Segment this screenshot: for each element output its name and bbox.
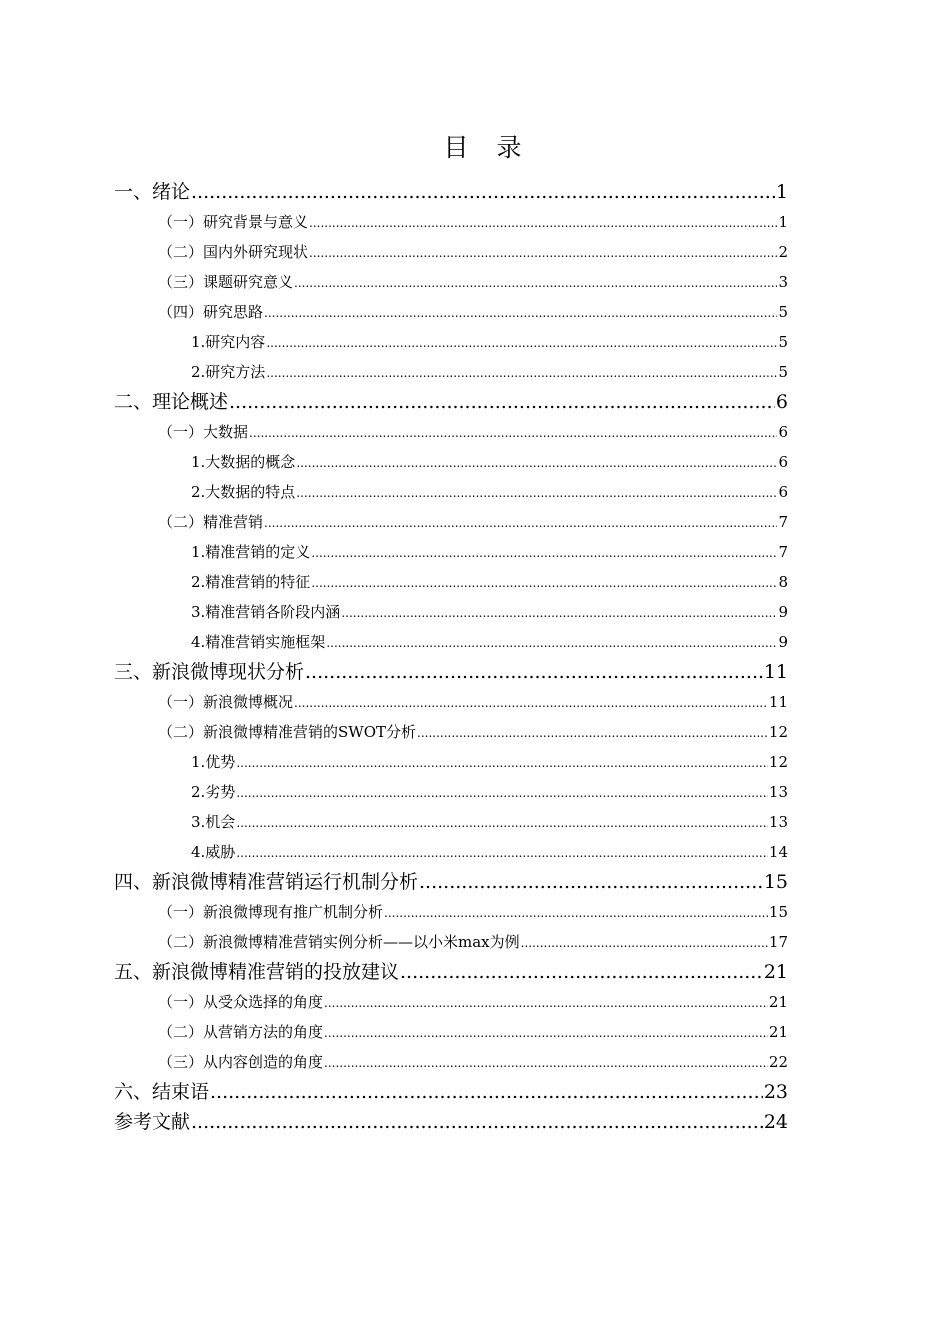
toc-dot-leader bbox=[236, 838, 768, 867]
toc-entry-label: 二、理论概述 bbox=[114, 391, 229, 413]
toc-entry-page-number: 6 bbox=[778, 453, 788, 471]
toc-entry-page-number: 9 bbox=[778, 603, 788, 621]
toc-entry-page-number: 6 bbox=[775, 391, 788, 413]
toc-entry[interactable] bbox=[114, 177, 788, 207]
toc-entry[interactable] bbox=[114, 927, 788, 957]
toc-entry-label: 五、新浪微博精准营销的投放建议 bbox=[114, 961, 400, 983]
toc-dot-leader bbox=[309, 208, 777, 237]
toc-entry-label: （二）从营销方法的角度 bbox=[158, 1023, 324, 1041]
toc-entry-page-number: 9 bbox=[778, 633, 788, 651]
toc-entry-label: 3.精准营销各阶段内涵 bbox=[191, 603, 341, 621]
toc-entry-label: 参考文献 bbox=[114, 1111, 191, 1133]
toc-entry[interactable] bbox=[114, 297, 788, 327]
toc-entry-label: （一）研究背景与意义 bbox=[158, 213, 309, 231]
toc-entry[interactable] bbox=[114, 1047, 788, 1077]
toc-entry-page-number: 7 bbox=[778, 543, 788, 561]
toc-dot-leader bbox=[384, 898, 768, 927]
toc-entry[interactable] bbox=[114, 777, 788, 807]
toc-entry[interactable] bbox=[114, 417, 788, 447]
toc-dot-leader bbox=[324, 988, 768, 1017]
toc-entry-label: 1.优势 bbox=[191, 753, 236, 771]
toc-entry[interactable] bbox=[114, 837, 788, 867]
toc-entry-label: 2.研究方法 bbox=[191, 363, 266, 381]
toc-entry[interactable] bbox=[114, 1077, 788, 1107]
toc-entry-label: （一）大数据 bbox=[158, 423, 249, 441]
toc-entry-label: 1.精准营销的定义 bbox=[191, 543, 311, 561]
toc-dot-leader bbox=[249, 418, 777, 447]
toc-entry[interactable] bbox=[114, 717, 788, 747]
toc-entry-page-number: 13 bbox=[768, 783, 788, 801]
toc-entry-label: 2.劣势 bbox=[191, 783, 236, 801]
toc-entry-page-number: 2 bbox=[778, 243, 788, 261]
toc-entry-label: 三、新浪微博现状分析 bbox=[114, 661, 305, 683]
toc-entry[interactable] bbox=[114, 957, 788, 987]
toc-dot-leader bbox=[326, 628, 777, 657]
toc-dot-leader bbox=[191, 177, 775, 207]
toc-entry-label: 1.大数据的概念 bbox=[191, 453, 296, 471]
toc-title: 目 录 bbox=[443, 133, 532, 162]
toc-dot-leader bbox=[266, 358, 777, 387]
toc-entry-page-number: 5 bbox=[778, 303, 788, 321]
toc-entry-page-number: 1 bbox=[775, 181, 788, 203]
toc-entry-label: （二）新浪微博精准营销实例分析——以小米max为例 bbox=[158, 933, 520, 951]
toc-entry-label: 3.机会 bbox=[191, 813, 236, 831]
toc-entry-page-number: 24 bbox=[763, 1111, 788, 1133]
toc-entry-page-number: 8 bbox=[778, 573, 788, 591]
toc-entry[interactable] bbox=[114, 1017, 788, 1047]
toc-entry[interactable] bbox=[114, 477, 788, 507]
toc-entry-label: 四、新浪微博精准营销运行机制分析 bbox=[114, 871, 419, 893]
toc-dot-leader bbox=[324, 1018, 768, 1047]
toc-entry-label: （四）研究思路 bbox=[158, 303, 264, 321]
toc-entry-page-number: 22 bbox=[768, 1053, 788, 1071]
toc-entry-label: 4.精准营销实施框架 bbox=[191, 633, 326, 651]
toc-dot-leader bbox=[266, 328, 777, 357]
toc-entry[interactable] bbox=[114, 627, 788, 657]
toc-entry[interactable] bbox=[114, 897, 788, 927]
toc-entry-page-number: 15 bbox=[763, 871, 788, 893]
toc-entry[interactable] bbox=[114, 1107, 788, 1137]
toc-entry-label: 六、结束语 bbox=[114, 1081, 210, 1103]
toc-entry[interactable] bbox=[114, 507, 788, 537]
toc-dot-leader bbox=[210, 1077, 763, 1107]
toc-dot-leader bbox=[236, 808, 768, 837]
toc-dot-leader bbox=[311, 538, 777, 567]
toc-dot-leader bbox=[264, 298, 777, 327]
toc-entry[interactable] bbox=[114, 207, 788, 237]
toc-entry-page-number: 17 bbox=[768, 933, 788, 951]
toc-entry[interactable] bbox=[114, 537, 788, 567]
toc-entry[interactable] bbox=[114, 807, 788, 837]
toc-entry-page-number: 11 bbox=[768, 693, 788, 711]
toc-entry[interactable] bbox=[114, 597, 788, 627]
toc-entry-page-number: 7 bbox=[778, 513, 788, 531]
toc-entry[interactable] bbox=[114, 267, 788, 297]
toc-entry[interactable] bbox=[114, 327, 788, 357]
toc-entry[interactable] bbox=[114, 387, 788, 417]
toc-entry-page-number: 1 bbox=[778, 213, 788, 231]
toc-entry[interactable] bbox=[114, 687, 788, 717]
toc-entry-page-number: 5 bbox=[778, 363, 788, 381]
toc-entry-label: （三）课题研究意义 bbox=[158, 273, 294, 291]
toc-entry-label: （二）精准营销 bbox=[158, 513, 264, 531]
toc-entry-label: （一）从受众选择的角度 bbox=[158, 993, 324, 1011]
toc-list bbox=[114, 177, 788, 1137]
toc-entry-page-number: 6 bbox=[778, 483, 788, 501]
toc-dot-leader bbox=[311, 568, 777, 597]
toc-entry-page-number: 23 bbox=[763, 1081, 788, 1103]
toc-dot-leader bbox=[296, 478, 777, 507]
toc-dot-leader bbox=[324, 1048, 768, 1077]
toc-dot-leader bbox=[305, 657, 763, 687]
toc-entry-page-number: 21 bbox=[768, 1023, 788, 1041]
toc-dot-leader bbox=[191, 1107, 763, 1137]
toc-entry-label: （二）新浪微博精准营销的SWOT分析 bbox=[158, 723, 416, 741]
toc-dot-leader bbox=[264, 508, 777, 537]
toc-dot-leader bbox=[417, 718, 768, 747]
toc-entry[interactable] bbox=[114, 867, 788, 897]
toc-entry[interactable] bbox=[114, 237, 788, 267]
toc-dot-leader bbox=[309, 238, 777, 267]
toc-entry[interactable] bbox=[114, 657, 788, 687]
toc-entry-label: （三）从内容创造的角度 bbox=[158, 1053, 324, 1071]
toc-entry[interactable] bbox=[114, 357, 788, 387]
toc-entry[interactable] bbox=[114, 447, 788, 477]
toc-entry-label: 一、绪论 bbox=[114, 181, 191, 203]
toc-entry-page-number: 3 bbox=[778, 273, 788, 291]
toc-dot-leader bbox=[521, 928, 768, 957]
toc-entry-page-number: 14 bbox=[768, 843, 788, 861]
toc-dot-leader bbox=[236, 748, 768, 777]
toc-entry-page-number: 21 bbox=[768, 993, 788, 1011]
toc-entry-page-number: 21 bbox=[763, 961, 788, 983]
toc-dot-leader bbox=[294, 268, 777, 297]
toc-entry[interactable] bbox=[114, 747, 788, 777]
toc-dot-leader bbox=[229, 387, 775, 417]
toc-entry-label: （一）新浪微博现有推广机制分析 bbox=[158, 903, 384, 921]
toc-entry-page-number: 13 bbox=[768, 813, 788, 831]
toc-entry-label: （二）国内外研究现状 bbox=[158, 243, 309, 261]
toc-entry-label: （一）新浪微博概况 bbox=[158, 693, 294, 711]
toc-entry-page-number: 12 bbox=[768, 723, 788, 741]
toc-entry-label: 2.大数据的特点 bbox=[191, 483, 296, 501]
toc-entry[interactable] bbox=[114, 987, 788, 1017]
toc-dot-leader bbox=[419, 867, 763, 897]
toc-entry-label: 1.研究内容 bbox=[191, 333, 266, 351]
toc-entry[interactable] bbox=[114, 567, 788, 597]
toc-dot-leader bbox=[400, 957, 763, 987]
toc-entry-page-number: 12 bbox=[768, 753, 788, 771]
toc-dot-leader bbox=[294, 688, 768, 717]
toc-entry-page-number: 11 bbox=[763, 661, 788, 683]
toc-entry-label: 2.精准营销的特征 bbox=[191, 573, 311, 591]
toc-dot-leader bbox=[236, 778, 768, 807]
toc-entry-page-number: 15 bbox=[768, 903, 788, 921]
toc-entry-page-number: 5 bbox=[778, 333, 788, 351]
toc-entry-page-number: 6 bbox=[778, 423, 788, 441]
toc-dot-leader bbox=[296, 448, 777, 477]
toc-entry-label: 4.威胁 bbox=[191, 843, 236, 861]
toc-dot-leader bbox=[341, 598, 777, 627]
